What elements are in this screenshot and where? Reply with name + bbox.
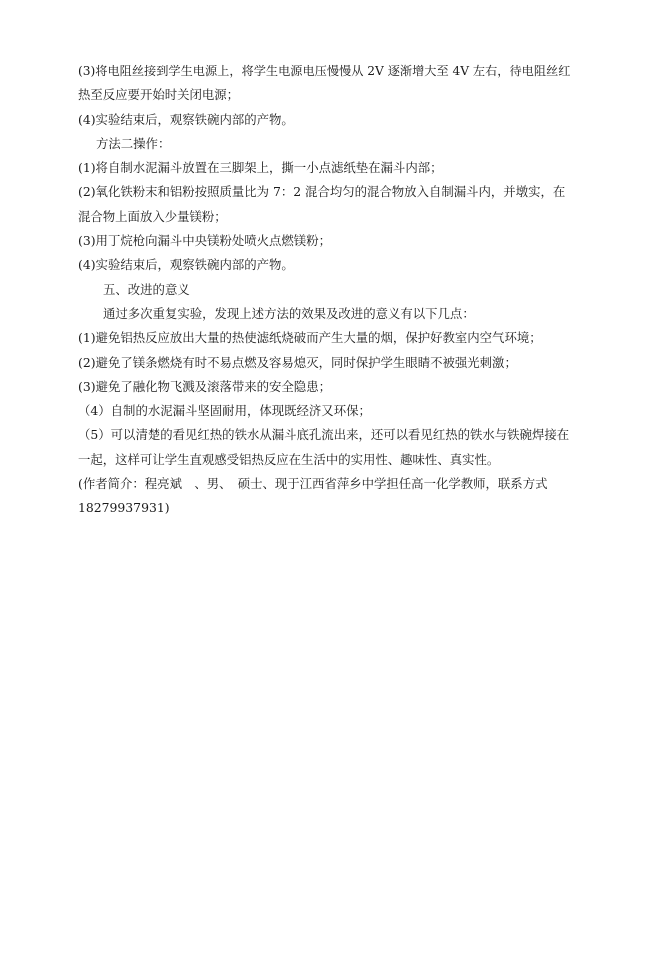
section-five-heading: 五、改进的意义 bbox=[103, 281, 190, 297]
method-two-step-2: (2)氧化铁粉末和铝粉按照质量比为 7：2 混合均匀的混合物放入自制漏斗内，并墩实，在 bbox=[78, 184, 566, 200]
section-five-intro: 通过多次重复实验，发现上述方法的效果及改进的意义有以下几点： bbox=[103, 305, 475, 321]
significance-point-4: （4）自制的水泥漏斗坚固耐用，体现既经济又环保； bbox=[78, 403, 371, 419]
step-3-continuation: 热至反应要开始时关闭电源； bbox=[78, 87, 240, 103]
significance-point-1: (1)避免铝热反应放出大量的热使滤纸烧破而产生大量的烟，保护好教室内空气环境； bbox=[78, 330, 542, 346]
author-contact-number: 18279937931) bbox=[78, 500, 170, 516]
significance-point-5: （5）可以清楚的看见红热的铁水从漏斗底孔流出来，还可以看见红热的铁水与铁碗焊接在 bbox=[78, 427, 570, 443]
significance-point-5-continuation: 一起，这样可让学生直观感受铝热反应在生活中的实用性、趣味性、真实性。 bbox=[78, 451, 500, 467]
significance-point-3: (3)避免了融化物飞溅及滚落带来的安全隐患； bbox=[78, 378, 331, 394]
method-two-step-3: (3)用丁烷枪向漏斗中央镁粉处喷火点燃镁粉； bbox=[78, 233, 331, 249]
step-4-observe: (4)实验结束后，观察铁碗内部的产物。 bbox=[78, 111, 294, 127]
method-two-step-2-continuation: 混合物上面放入少量镁粉； bbox=[78, 208, 227, 224]
method-two-step-1: (1)将自制水泥漏斗放置在三脚架上，撕一小点滤纸垫在漏斗内部； bbox=[78, 160, 443, 176]
author-bio: (作者简介：程亮斌 、男、 硕士、现于江西省萍乡中学担任高一化学教师，联系方式 bbox=[78, 476, 548, 492]
significance-point-2: (2)避免了镁条燃烧有时不易点燃及容易熄灭，同时保护学生眼睛不被强光刺激； bbox=[78, 354, 517, 370]
method-two-step-4: (4)实验结束后，观察铁碗内部的产物。 bbox=[78, 257, 294, 273]
document-body bbox=[78, 59, 578, 521]
method-two-heading: 方法二操作： bbox=[96, 135, 171, 151]
step-3-electric-line: (3)将电阻丝接到学生电源上，将学生电源电压慢慢从 2V 逐渐增大至 4V 左右，待电阻丝红 bbox=[78, 64, 571, 78]
